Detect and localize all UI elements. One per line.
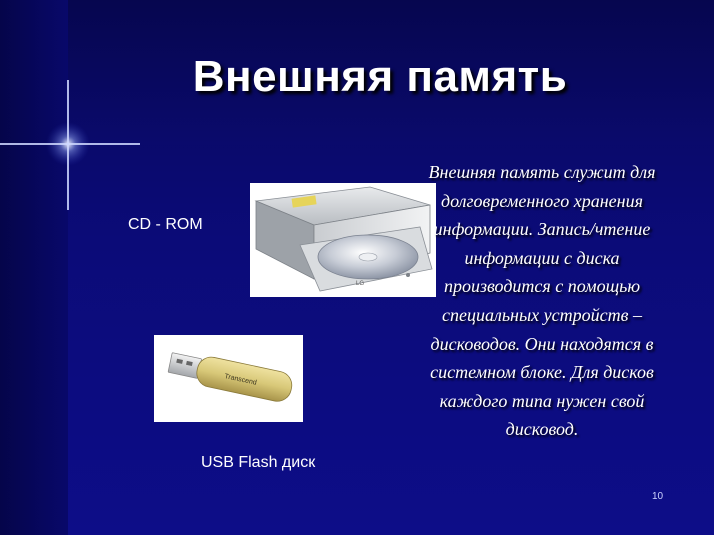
- transcend-logo-text: Transcend: [223, 373, 258, 387]
- usb-flash-label: USB Flash диск: [201, 454, 316, 471]
- slide-title: Внешняя память: [192, 52, 568, 101]
- cd-rom-label: CD - ROM: [128, 216, 203, 233]
- cd-rom-drive-icon: [250, 183, 436, 297]
- description-text: Внешняя память служит для долговременного хранения информации. Запись/чтение информации с диска производится с помощью специальных устройств – дисководов. Они находятся в системном блоке. Для дисков каждого типа нужен свой дисковод.: [428, 162, 656, 440]
- cd-rom-drive-image: [250, 183, 436, 297]
- usb-flash-drive-image: [154, 335, 303, 422]
- usb-flash-drive-icon: [154, 335, 303, 422]
- lg-logo-text: LG: [356, 281, 365, 287]
- page-number: 10: [652, 491, 664, 502]
